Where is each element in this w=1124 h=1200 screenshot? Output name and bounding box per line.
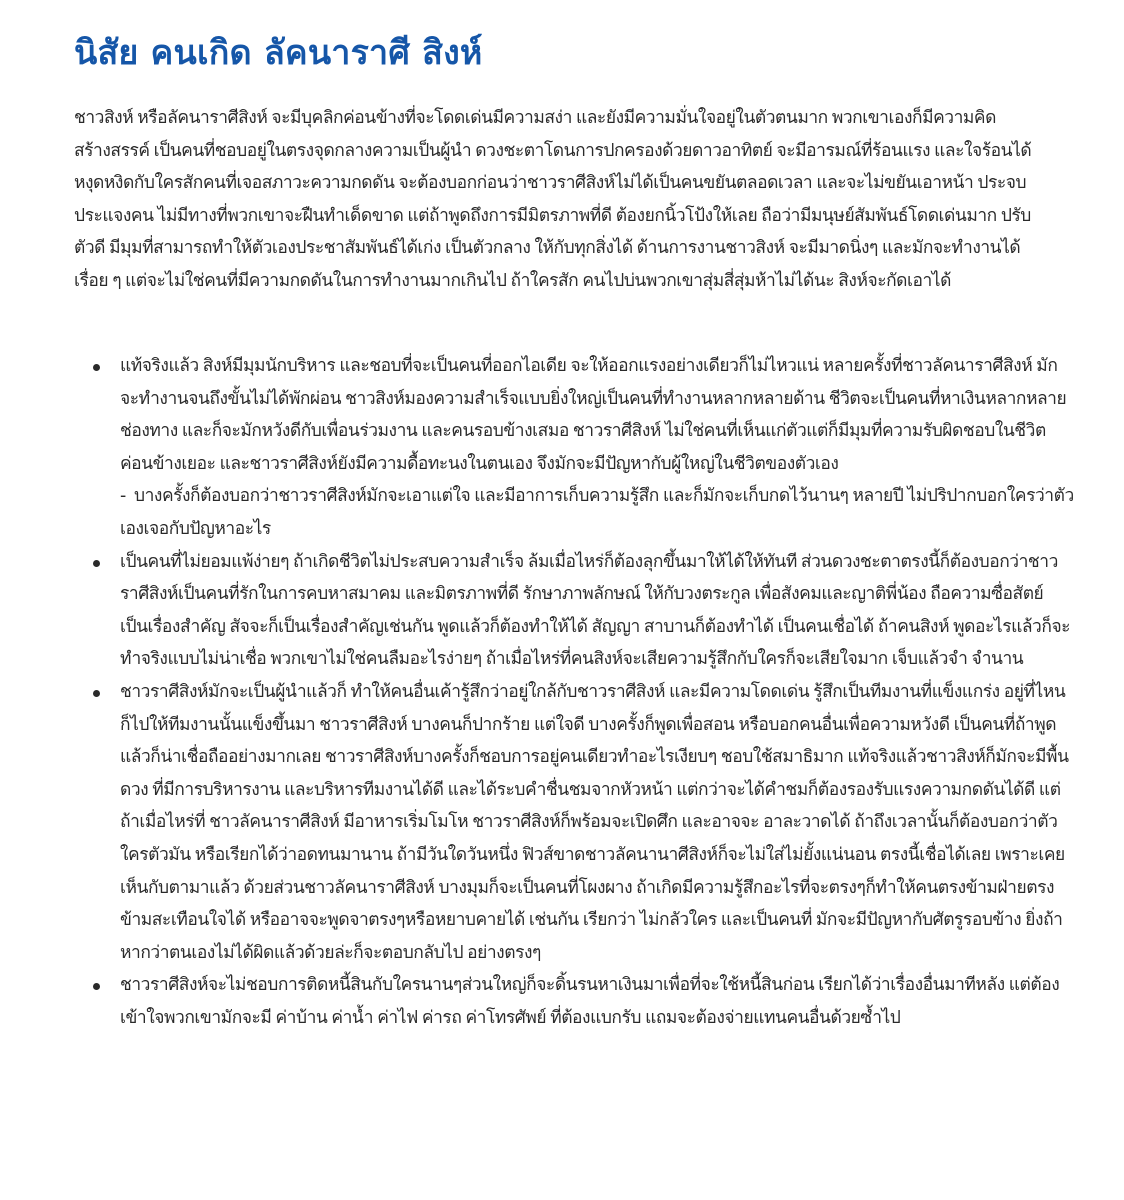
article — [74, 28, 1074, 1028]
bullet-icon — [93, 983, 100, 990]
bullet-list — [74, 350, 1074, 1034]
dash-icon: - — [120, 486, 126, 507]
intro-paragraph: ชาวสิงห์ หรือลัคนาราศีสิงห์ จะมีบุคลิกค่อนข้างที่จะโดดเด่นมีความสง่า และยังมีความมั่นใจอยู่ในตัวตนมาก พวกเขาเองก็มีความคิดสร้างสรรค์ เป็นคนที่ชอบอยู่ในตรงจุดกลางความเป็นผู้นำ ดวงชะตาโดนการปกครองด้วยดาวอาทิตย์ จะมีอารมณ์ที่ร้อนแรง และใจร้อนได้ หงุดหงิดกับใครสักคนที่เจอสภาวะความกดดัน จะต้องบอกก่อนว่าชาวราศีสิงห์ไม่ได้เป็นคนขยันตลอดเวลา และจะไม่ขยันเอาหน้า ประจบประแจงคน ไม่มีทางที่พวกเขาจะฝืนทำเด็ดขาด แต่ถ้าพูดถึงการมีมิตรภาพที่ดี ต้องยกนิ้วโป้งให้เลย ถือว่ามีมนุษย์สัมพันธ์โดดเด่นมาก ปรับตัวดี มีมุมที่สามารถทำให้ตัวเองประชาสัมพันธ์ได้เก่ง เป็นตัวกลาง ให้กับทุกสิ่งได้ ด้านการงานชาวสิงห์ จะมีมาดนิ่งๆ และมักจะทำงานได้เรื่อย ๆ แต่จะไม่ใช่คนที่มีความกดดันในการทำงานมากเกินไป ถ้าใครสัก คนไปบ่นพวกเขาสุ่มสี่สุ่มห้าไม่ได้นะ สิงห์จะกัดเอาได้ — [74, 108, 1032, 291]
bullet-icon — [93, 560, 100, 567]
page-title: นิสัย คนเกิด ลัคนาราศี สิงห์ — [74, 33, 483, 73]
list-item — [74, 676, 1074, 969]
list-item — [74, 969, 1074, 1034]
list-item-subnote — [120, 480, 1074, 545]
list-item-text: แท้จริงแล้ว สิงห์มีมุมนักบริหาร และชอบที่จะเป็นคนที่ออกไอเดีย จะให้ออกแรงอย่างเดียวก็ไม่ไหวแน่ หลายครั้งที่ชาวลัคนาราศีสิงห์ มักจะทำงานจนถึงขั้นไม่ได้พักผ่อน ชาวสิงห์มองความสำเร็จแบบยิ่งใหญ่เป็นคนที่ทำงานหลากหลายด้าน ชีวิตจะเป็นคนที่หาเงินหลากหลายช่องทาง และก็จะมักหวังดีกับเพื่อนร่วมงาน และคนรอบข้างเสมอ ชาวราศีสิงห์ ไม่ใช่คนที่เห็นแก่ตัวแต่ก็มีมุมที่ความรับผิดชอบในชีวิตค่อนข้างเยอะ และชาวราศีสิงห์ยังมีความดื้อทะนงในตนเอง จึงมักจะมีปัญหากับผู้ใหญ่ในชีวิตของตัวเอง — [120, 356, 1067, 474]
list-item-text: ชาวราศีสิงห์มักจะเป็นผู้นำแล้วก็ ทำให้คนอื่นเค้ารู้สึกว่าอยู่ใกล้กับชาวราศีสิงห์ และมีความโดดเด่น รู้สึกเป็นทีมงานที่แข็งแกร่ง อยู่ที่ไหนก็ไปให้ทีมงานนั้นแข็งขึ้นมา ชาวราศีสิงห์ บางคนก็ปากร้าย แต่ใจดี บางครั้งก็พูดเพื่อสอน หรือบอกคนอื่นเพื่อความหวังดี เป็นคนที่ถ้าพูดแล้วก็น่าเชื่อถืออย่างมากเลย ชาวราศีสิงห์บางครั้งก็ชอบการอยู่คนเดียวทำอะไรเงียบๆ ชอบใช้สมาธิมาก แท้จริงแล้วชาวสิงห์ก็มักจะมีพื้นดวง ที่มีการบริหารงาน และบริหารทีมงานได้ดี และได้ระบคำชื่นชมจากหัวหน้า แต่กว่าจะได้คำชมก็ต้องรองรับแรงความกดดันได้ดี แต่ถ้าเมื่อไหร่ที่ ชาวลัคนาราศีสิงห์ มีอาหารเริ่มโมโห ชาวราศีสิงห์ก็พร้อมจะเปิดศึก และอาจจะ อาละวาดได้ ถ้าถึงเวลานั้นก็ต้องบอกว่าตัวใครตัวมัน หรือเรียกได้ว่าอดทนมานาน ถ้ามีวันใดวันหนึ่ง ฟิวส์ขาดชาวลัคนานาศีสิงห์ก็จะไม่ใส่ไม่ยั้งแน่นอน ตรงนี้เชื่อได้เลย เพราะเคยเห็นกับตามาแล้ว ด้วยส่วนชาวลัคนาราศีสิงห์ บางมุมก็จะเป็นคนที่โผงผาง ถ้าเกิดมีความรู้สึกอะไรที่จะตรงๆก็ทำให้คนตรงข้ามฝ่ายตรงข้ามสะเทือนใจได้ หรืออาจจะพูดจาตรงๆหรือหยาบคายได้ เช่นกัน เรียกว่า ไม่กลัวใคร และเป็นคนที่ มักจะมีปัญหากับศัตรูรอบข้าง ยิ่งถ้าหากว่าตนเองไม่ได้ผิดแล้วด้วยล่ะก็จะตอบกลับไป อย่างตรงๆ — [120, 681, 1069, 963]
list-item — [74, 546, 1074, 676]
list-item-subnote-text: บางครั้งก็ต้องบอกว่าชาวราศีสิงห์มักจะเอาแต่ใจ และมีอาการเก็บความรู้สึก และก็มักจะเก็บกดไว้นานๆ หลายปี ไม่ปริปากบอกใครว่าตัวเองเจอกับปัญหาอะไร — [120, 486, 1074, 539]
list-item — [74, 350, 1074, 546]
bullet-icon — [93, 364, 100, 371]
bullet-icon — [93, 690, 100, 697]
list-item-text: เป็นคนที่ไม่ยอมแพ้ง่ายๆ ถ้าเกิดชีวิตไม่ประสบความสำเร็จ ล้มเมื่อไหร่ก็ต้องลุกขึ้นมาให้ได้ให้ทันที ส่วนดวงชะตาตรงนี้ก็ต้องบอกว่าชาวราศีสิงห์เป็นคนที่รักในการคบหาสมาคม และมิตรภาพที่ดี รักษาภาพลักษณ์ ให้กับวงตระกูล เพื่อสังคมและญาติพี่น้อง ถือความซื่อสัตย์ เป็นเรื่องสำคัญ สัจจะก็เป็นเรื่องสำคัญเช่นกัน พูดแล้วก็ต้องทำให้ได้ สัญญา สาบานก็ต้องทำได้ เป็นคนเชื่อได้ ถ้าคนสิงห์ พูดอะไรแล้วก็จะทำจริงแบบไม่น่าเชื่อ พวกเขาไม่ใช่คนลืมอะไรง่ายๆ ถ้าเมื่อไหร่ที่คนสิงห์จะเสียความรู้สึกกับใครก็จะเสียใจมาก เจ็บแล้วจำ จำนาน — [120, 551, 1071, 670]
list-item-text: ชาวราศีสิงห์จะไม่ชอบการติดหนี้สินกับใครนานๆส่วนใหญ่ก็จะดิ้นรนหาเงินมาเพื่อที่จะใช้หนี้สินก่อน เรียกได้ว่าเรื่องอื่นมาทีหลัง แต่ต้องเข้าใจพวกเขามักจะมี ค่าบ้าน ค่าน้ำ ค่าไฟ ค่ารถ ค่าโทรศัพย์ ที่ต้องแบกรับ แถมจะต้องจ่ายแทนคนอื่นด้วยซ้ำไป — [120, 975, 1060, 1028]
